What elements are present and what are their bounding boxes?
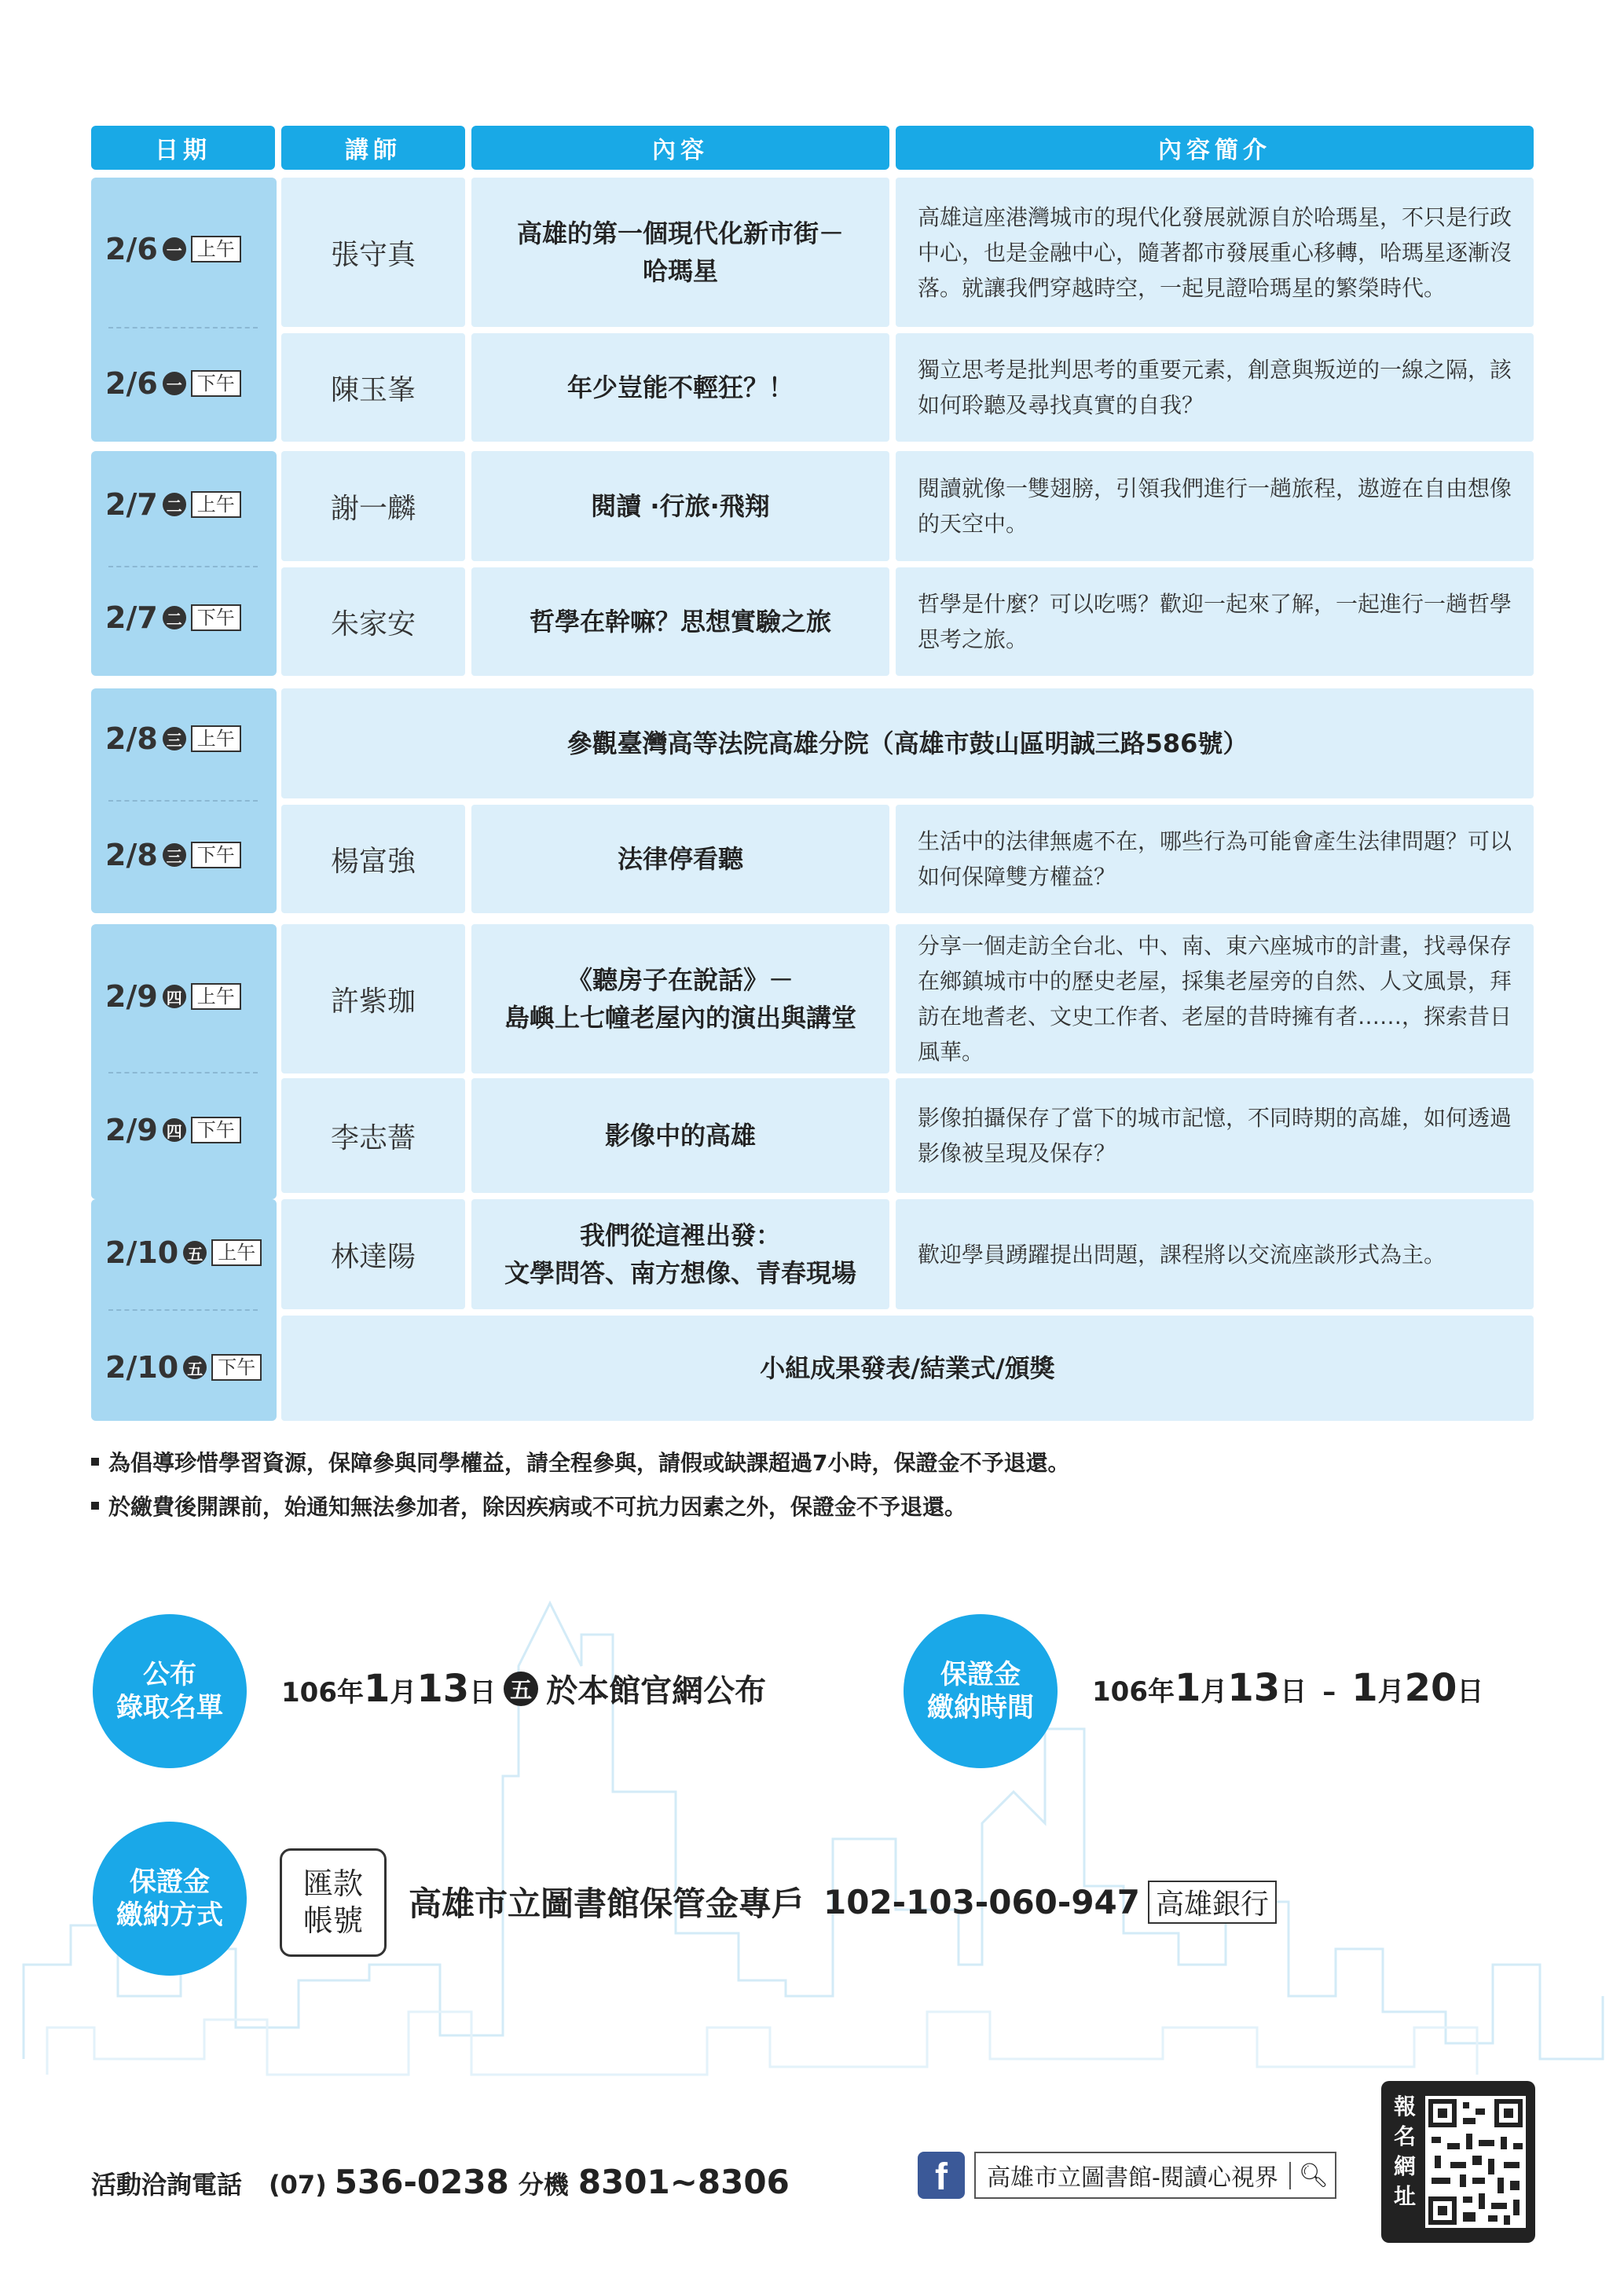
city-skyline-background: [0, 1556, 1624, 2106]
account-label-box: 匯款 帳號: [280, 1848, 387, 1957]
deposit-time-circle: 保證金 繳納時間: [904, 1614, 1058, 1768]
session-title: 法律停看聽: [471, 805, 889, 913]
session-speaker: 楊富強: [281, 805, 465, 913]
header-content: 內容: [471, 126, 889, 170]
header-speaker: 講師: [281, 126, 465, 170]
session-title: 年少豈能不輕狂？！: [471, 333, 889, 442]
session-date: 2/10 五 下午: [105, 1350, 262, 1385]
session-summary: 高雄這座港灣城市的現代化發展就源自於哈瑪星，不只是行政中心，也是金融中心，隨著都市發展重心移轉，哈瑪星逐漸沒落。就讓我們穿越時空，一起見證哈瑪星的繁榮時代。: [896, 178, 1534, 327]
session-title: 影像中的高雄: [471, 1078, 889, 1193]
session-title: 哲學在幹嘛？思想實驗之旅: [471, 567, 889, 676]
header-date: 日期: [91, 126, 275, 170]
session-summary: 影像拍攝保存了當下的城市記憶，不同時期的高雄，如何透過影像被呈現及保存？: [896, 1078, 1534, 1193]
session-full-row: 小組成果發表/結業式/頒獎: [281, 1316, 1534, 1421]
session-date: 2/9 四 上午: [105, 979, 241, 1014]
session-date: 2/10 五 上午: [105, 1235, 262, 1270]
date-group-day2: [91, 451, 277, 676]
session-summary: 獨立思考是批判思考的重要元素，創意與叛逆的一線之隔，該如何聆聽及尋找真實的自我？: [896, 333, 1534, 442]
deposit-method-circle: 保證金 繳納方式: [93, 1822, 247, 1976]
session-date: 2/7 二 上午: [105, 487, 241, 522]
session-title: 閱讀 ·行旅·飛翔: [471, 451, 889, 561]
date-divider: [108, 1072, 258, 1073]
date-divider: [108, 566, 258, 567]
date-divider: [108, 327, 258, 328]
session-summary: 分享一個走訪全台北、中、南、東六座城市的計畫，找尋保存在鄉鎮城市中的歷史老屋，採集老屋旁的自然、人文風景，拜訪在地耆老、文史工作者、老屋的昔時擁有者……，探索昔日風華。: [896, 924, 1534, 1073]
session-date: 2/7 二 下午: [105, 600, 241, 635]
session-speaker: 陳玉峯: [281, 333, 465, 442]
session-date: 2/6 一 下午: [105, 366, 241, 401]
session-date: 2/8 三 下午: [105, 838, 241, 872]
note-item: 為倡導珍惜學習資源，保障參與同學權益，請全程參與，請假或缺課超過7小時，保證金不予退還。: [91, 1446, 1070, 1477]
facebook-search-box[interactable]: 高雄市立圖書館-閱讀心視界 🔍︎: [974, 2152, 1336, 2199]
session-date: 2/6 一 上午: [105, 232, 241, 266]
announce-circle: 公布 錄取名單: [93, 1614, 247, 1768]
session-summary: 哲學是什麼？可以吃嗎？歡迎一起來了解，一起進行一趟哲學思考之旅。: [896, 567, 1534, 676]
session-full-row: 參觀臺灣高等法院高雄分院（高雄市鼓山區明誠三路586號）: [281, 688, 1534, 798]
session-title: 我們從這裡出發： 文學問答、南方想像、青春現場: [471, 1199, 889, 1309]
session-summary: 生活中的法律無處不在，哪些行為可能會產生法律問題？可以如何保障雙方權益？: [896, 805, 1534, 913]
session-speaker: 李志薔: [281, 1078, 465, 1193]
session-speaker: 謝一麟: [281, 451, 465, 561]
session-speaker: 張守真: [281, 178, 465, 327]
session-title: 《聽房子在說話》－ 島嶼上七幢老屋內的演出與講堂: [471, 924, 889, 1073]
deposit-time-range: 106年 1 月 13 日 – 1 月 20 日: [1092, 1666, 1484, 1710]
session-date: 2/8 三 上午: [105, 721, 241, 756]
session-speaker: 林達陽: [281, 1199, 465, 1309]
contact-phone: 活動洽詢電話 (07) 536-0238 分機 8301~8306: [91, 2163, 790, 2201]
session-speaker: 朱家安: [281, 567, 465, 676]
facebook-link[interactable]: [918, 2152, 1336, 2199]
session-date: 2/9 四 下午: [105, 1113, 241, 1147]
session-summary: 閱讀就像一雙翅膀，引領我們進行一趟旅程，遨遊在自由想像的天空中。: [896, 451, 1534, 561]
facebook-icon: f: [918, 2152, 965, 2199]
session-summary: 歡迎學員踴躍提出問題，課程將以交流座談形式為主。: [896, 1199, 1534, 1309]
session-speaker: 許紫珈: [281, 924, 465, 1073]
date-group-day1: [91, 178, 277, 442]
session-title: 高雄的第一個現代化新市街－ 哈瑪星: [471, 178, 889, 327]
date-divider: [108, 1309, 258, 1311]
qr-code-icon: [1425, 2095, 1526, 2229]
deposit-account: 高雄市立圖書館保管金專戶 102-103-060-947 高雄銀行: [409, 1878, 1277, 1925]
header-summary: 內容簡介: [896, 126, 1534, 170]
note-item: 於繳費後開課前，始通知無法參加者，除因疾病或不可抗力因素之外，保證金不予退還。: [91, 1490, 966, 1521]
qr-label: 報 名 網 址: [1393, 2094, 1416, 2209]
search-icon[interactable]: 🔍︎: [1289, 2162, 1329, 2189]
date-divider: [108, 800, 258, 802]
date-group-day4: [91, 924, 277, 1199]
signup-qr-code[interactable]: [1381, 2081, 1535, 2243]
announce-date: 106年 1 月 13 日 五 於本館官網公布: [281, 1667, 767, 1711]
